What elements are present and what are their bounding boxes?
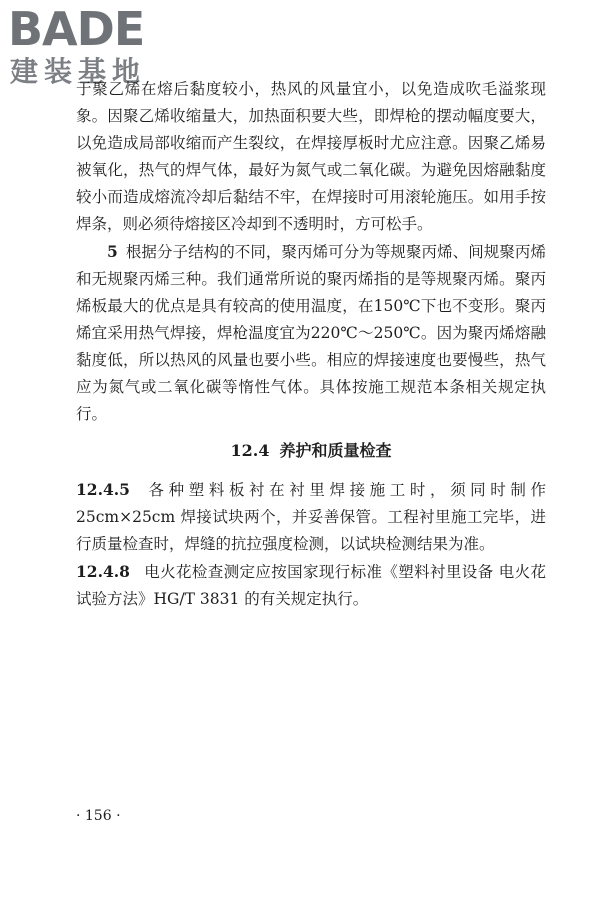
watermark-cjk: 建装基地: [10, 55, 147, 88]
clause-number: 12.4.5: [76, 480, 130, 499]
watermark-latin: BADE: [8, 2, 145, 56]
clause-number: 12.4.8: [76, 562, 130, 581]
clause-12-4-5: [76, 476, 546, 558]
clause-text: 电火花检查测定应按国家现行标准《塑料衬里设备 电火花试验方法》HG/T 3831 的有关规定执行。: [76, 563, 546, 608]
clause-12-4-8: [76, 558, 546, 613]
paragraph-polypropylene: [76, 238, 546, 428]
item-number: 5: [107, 242, 118, 261]
paragraph-polyethylene: 于聚乙烯在熔后黏度较小，热风的风量宜小，以免造成吹毛溢浆现象。因聚乙烯收缩量大，加热面积要大些，即焊枪的摆动幅度要大，以免造成局部收缩而产生裂纹，在焊接厚板时尤应注意。因聚乙烯易被氧化，热气的焊气体，最好为氮气或二氧化碳。为避免因熔融黏度较小而造成熔流冷却后黏结不牢，在焊接时可用滚轮施压。如用手按焊条，则必须待熔接区冷却到不透明时，方可松手。: [76, 80, 546, 233]
page-body: [76, 76, 546, 613]
section-title-text: 养护和质量检查: [279, 441, 392, 460]
paragraph-polypropylene-text: 根据分子结构的不同，聚丙烯可分为等规聚丙烯、间规聚丙烯和无规聚丙烯三种。我们通常所说的聚丙烯指的是等规聚丙烯。聚丙烯板最大的优点是具有较高的使用温度，在150℃下也不变形。聚丙烯宜采用热气焊接，焊枪温度宜为220℃～250℃。因为聚丙烯熔融黏度低，所以热风的风量也要小些。相应的焊接速度也要慢些，热气应为氮气或二氧化碳等惰性气体。具体按施工规范本条相关规定执行。: [76, 243, 546, 423]
section-heading: [76, 438, 546, 464]
clause-text: 各种塑料板衬在衬里焊接施工时，须同时制作 25cm×25cm 焊接试块两个，并妥善保管。工程衬里施工完毕，进行质量检查时，焊缝的抗拉强度检测，以试块检测结果为准。: [76, 481, 546, 553]
page-number: · 156 ·: [76, 808, 121, 824]
section-number: 12.4: [230, 441, 270, 460]
